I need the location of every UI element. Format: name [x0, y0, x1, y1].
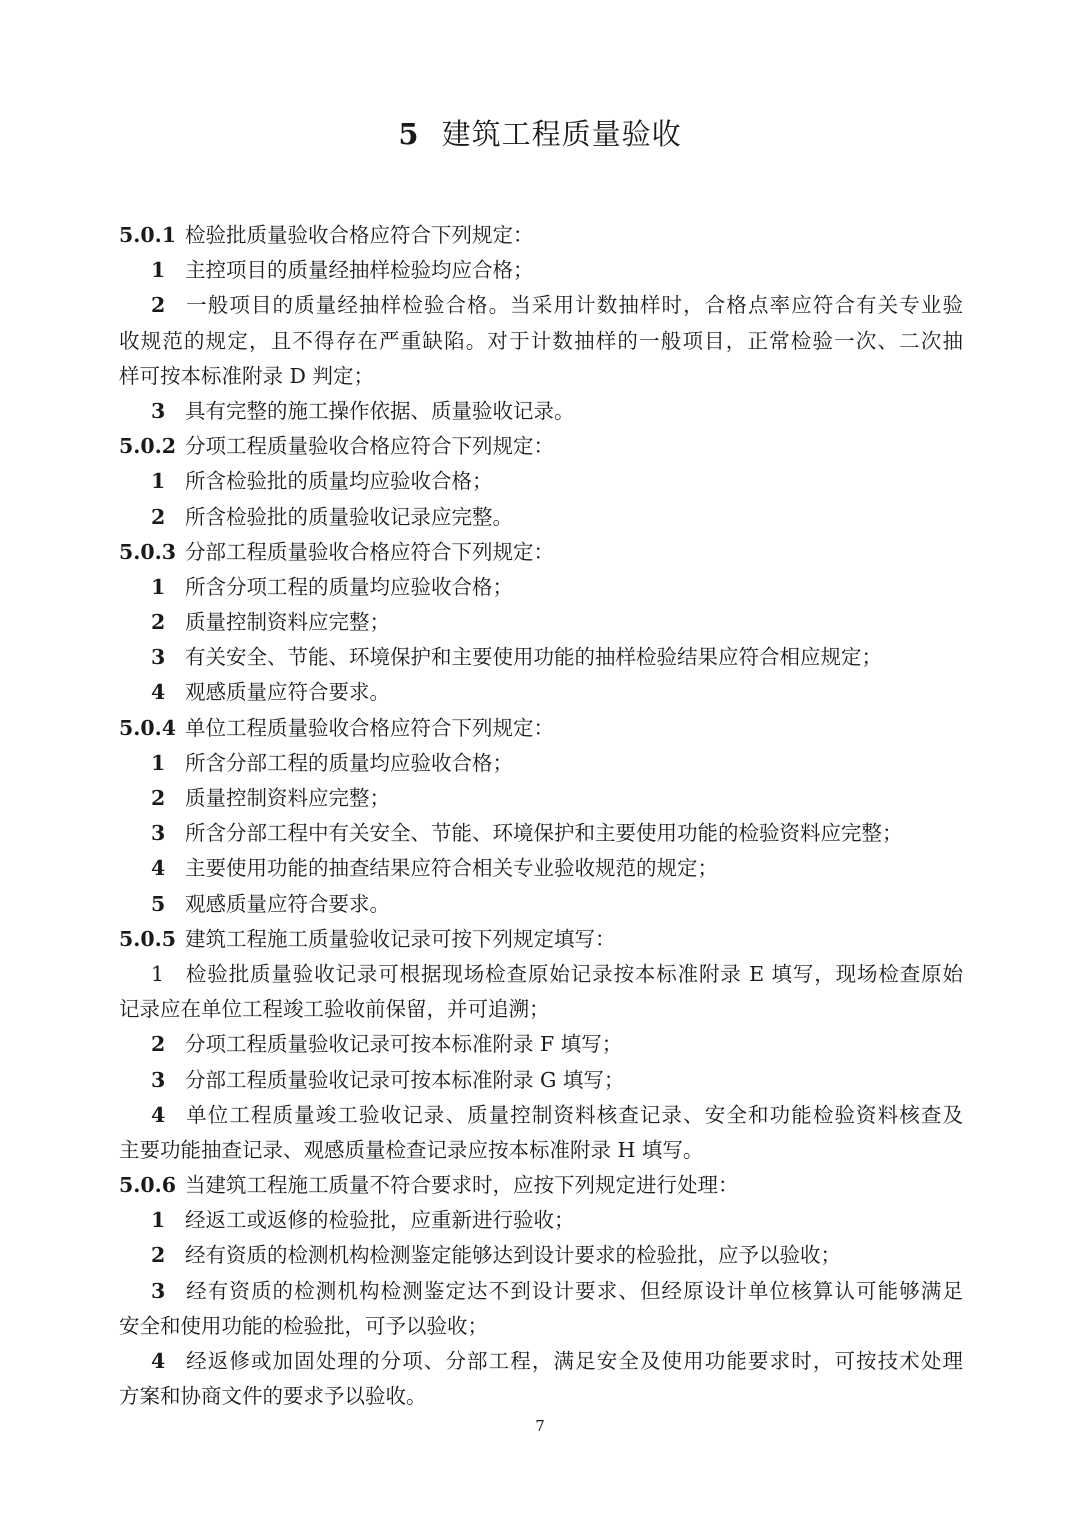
item-number: 2: [151, 1032, 166, 1057]
item-number: 4: [151, 1349, 166, 1373]
paragraph-line: 安全和使用功能的检验批，可予以验收；: [119, 1313, 488, 1338]
item-number: 3: [151, 1067, 166, 1092]
item-number: 2: [151, 293, 166, 318]
chapter-title-text: 建筑工程质量验收: [441, 117, 682, 151]
list-item: [119, 851, 963, 886]
clause-5-0-4: [119, 711, 963, 746]
item-number: 5: [151, 891, 166, 916]
clause-text: 建筑工程施工质量验收记录可按下列规定填写：: [185, 926, 616, 951]
paragraph-line: 记录应在单位工程竣工验收前保留，并可追溯；: [119, 997, 550, 1022]
item-number: 2: [151, 786, 166, 810]
item-text: 观感质量应符合要求。: [185, 891, 390, 916]
item-text: 单位工程质量竣工验收记录、质量控制资料核查记录、安全和功能检验资料核查及: [185, 1102, 963, 1127]
list-item: [119, 288, 963, 323]
item-text: 经有资质的检测机构检测鉴定达不到设计要求、但经原设计单位核算认可能够满足: [185, 1278, 963, 1303]
clause-5-0-3: [119, 535, 963, 570]
item-number: 3: [151, 645, 166, 670]
paragraph-line: 方案和协商文件的要求予以验收。: [119, 1384, 427, 1409]
clause-text: 单位工程质量验收合格应符合下列规定：: [185, 715, 554, 740]
item-number: 1: [151, 469, 166, 494]
item-number: 1: [151, 961, 165, 986]
item-number: 2: [151, 504, 166, 529]
list-item: [119, 394, 963, 429]
list-item: [119, 253, 963, 288]
list-item: [119, 1203, 963, 1238]
item-number: 3: [151, 398, 166, 423]
item-number: 1: [151, 258, 166, 283]
chapter-title: [0, 112, 1080, 153]
document-body: [119, 218, 963, 1414]
item-text: 所含分项工程的质量均应验收合格；: [185, 574, 513, 599]
item-text: 经返工或返修的检验批，应重新进行验收；: [185, 1208, 575, 1233]
item-number: 4: [151, 1102, 166, 1127]
item-number: 1: [151, 750, 166, 775]
list-item: [119, 464, 963, 499]
item-text: 质量控制资料应完整；: [185, 786, 390, 810]
clause-text: 分项工程质量验收合格应符合下列规定：: [185, 434, 554, 459]
item-number: 3: [151, 821, 166, 846]
item-text: 有关安全、节能、环境保护和主要使用功能的抽样检验结果应符合相应规定；: [185, 645, 882, 670]
item-text: 所含检验批的质量验收记录应完整。: [185, 504, 513, 529]
list-item: [119, 1274, 963, 1309]
item-text: 所含分部工程中有关安全、节能、环境保护和主要使用功能的检验资料应完整；: [185, 821, 903, 846]
list-item: [119, 781, 963, 816]
list-item: [119, 957, 963, 992]
clause-number: 5.0.6: [119, 1173, 177, 1198]
list-item: [119, 1063, 963, 1098]
list-item: [119, 746, 963, 781]
item-number: 4: [151, 680, 166, 705]
item-text: 主要使用功能的抽查结果应符合相关专业验收规范的规定；: [185, 856, 718, 881]
item-text: 观感质量应符合要求。: [185, 680, 390, 705]
item-text: 所含分部工程的质量均应验收合格；: [185, 750, 513, 775]
item-text: 检验批质量验收记录可根据现场检查原始记录按本标准附录 E 填写，现场检查原始: [185, 961, 963, 986]
item-number: 1: [151, 574, 166, 599]
paragraph-line: 收规范的规定，且不得存在严重缺陷。对于计数抽样的一般项目，正常检验一次、二次抽: [119, 328, 963, 353]
chapter-number: 5: [398, 117, 420, 151]
item-text: 分项工程质量验收记录可按本标准附录 F 填写；: [185, 1032, 623, 1057]
list-item: [119, 887, 963, 922]
list-item: [119, 1027, 963, 1062]
clause-5-0-6: [119, 1168, 963, 1203]
item-number: 4: [151, 856, 166, 881]
list-item: [119, 640, 963, 675]
clause-5-0-1: [119, 218, 963, 253]
clause-text: 当建筑工程施工质量不符合要求时，应按下列规定进行处理：: [185, 1173, 739, 1198]
item-number: 1: [151, 1208, 166, 1233]
list-item: [119, 570, 963, 605]
clause-5-0-5: [119, 922, 963, 957]
item-text: 分部工程质量验收记录可按本标准附录 G 填写；: [185, 1067, 625, 1092]
item-number: 2: [151, 610, 166, 635]
paragraph-line: 样可按本标准附录 D 判定；: [119, 363, 374, 388]
list-item: [119, 1238, 963, 1273]
list-item: [119, 816, 963, 851]
list-item: [119, 605, 963, 640]
item-text: 主控项目的质量经抽样检验均应合格；: [185, 258, 534, 283]
item-text: 质量控制资料应完整；: [185, 610, 390, 635]
paragraph-line: 主要功能抽查记录、观感质量检查记录应按本标准附录 H 填写。: [119, 1137, 704, 1162]
clause-number: 5.0.3: [119, 539, 177, 564]
clause-text: 检验批质量验收合格应符合下列规定：: [185, 223, 534, 247]
item-text: 一般项目的质量经抽样检验合格。当采用计数抽样时，合格点率应符合有关专业验: [185, 293, 963, 318]
clause-text: 分部工程质量验收合格应符合下列规定：: [185, 539, 554, 564]
list-item: [119, 675, 963, 710]
clause-number: 5.0.2: [119, 434, 177, 459]
list-item: [119, 1344, 963, 1379]
page-number: 7: [535, 1417, 545, 1435]
item-number: 3: [151, 1278, 166, 1303]
item-text: 经返修或加固处理的分项、分部工程，满足安全及使用功能要求时，可按技术处理: [185, 1349, 963, 1373]
clause-number: 5.0.5: [119, 926, 177, 951]
item-text: 经有资质的检测机构检测鉴定能够达到设计要求的检验批，应予以验收；: [185, 1243, 841, 1268]
item-text: 具有完整的施工操作依据、质量验收记录。: [185, 398, 575, 423]
clause-5-0-2: [119, 429, 963, 464]
clause-number: 5.0.4: [119, 715, 177, 740]
item-text: 所含检验批的质量均应验收合格；: [185, 469, 493, 494]
item-number: 2: [151, 1243, 166, 1268]
clause-number: 5.0.1: [119, 223, 177, 247]
list-item: [119, 1098, 963, 1133]
list-item: [119, 500, 963, 535]
